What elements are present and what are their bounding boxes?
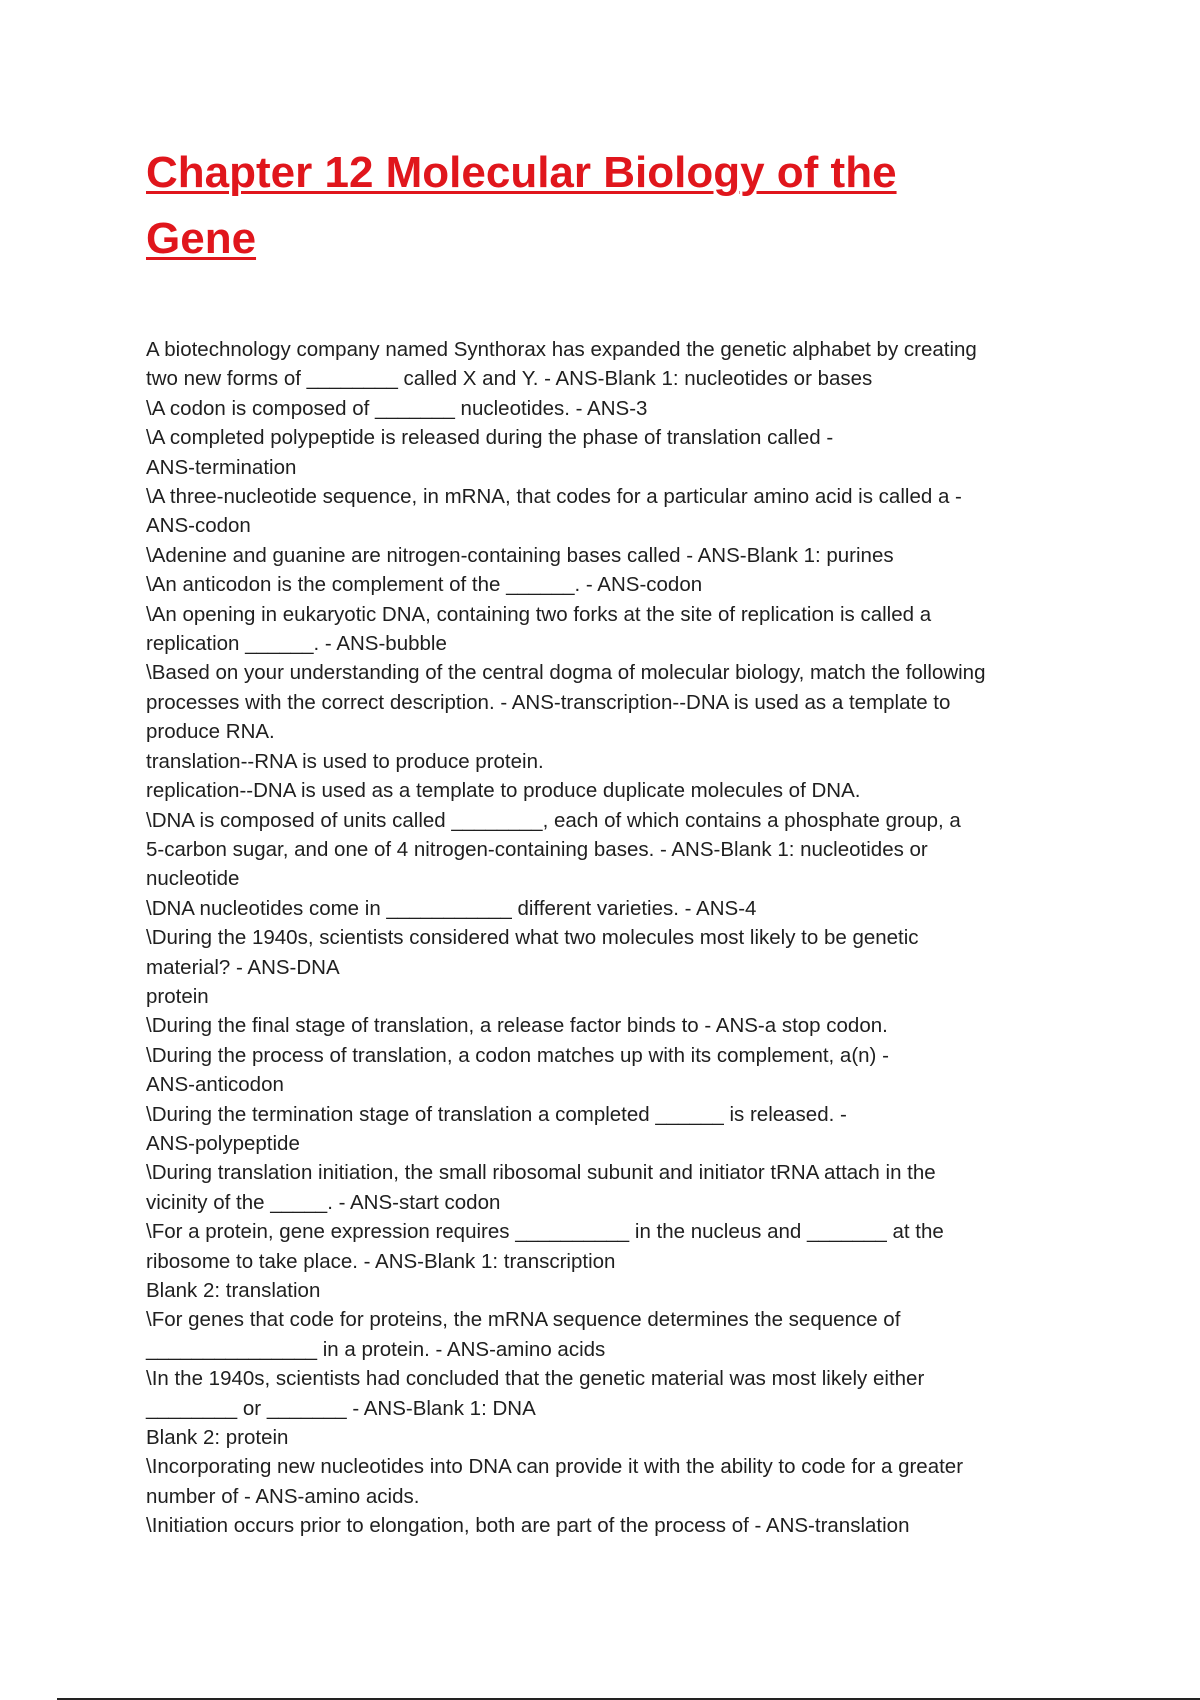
text-line: \For genes that code for proteins, the mRNA sequence determines the sequence of bbox=[146, 1308, 901, 1332]
text-line: \Initiation occurs prior to elongation, both are part of the process of - ANS-translation bbox=[146, 1514, 910, 1538]
text-line: \An opening in eukaryotic DNA, containing two forks at the site of replication is called a bbox=[146, 602, 932, 626]
title-line-2: Gene bbox=[146, 214, 257, 263]
text-line: processes with the correct description. - ANS-transcription--DNA is used as a template to bbox=[146, 690, 951, 714]
text-line: \During the process of translation, a codon matches up with its complement, a(n) - bbox=[146, 1043, 889, 1067]
title-line-1: Chapter 12 Molecular Biology of the bbox=[146, 148, 897, 197]
document-body bbox=[146, 335, 1076, 1541]
text-line: nucleotide bbox=[146, 867, 240, 891]
text-line: \A three-nucleotide sequence, in mRNA, that codes for a particular amino acid is called a - bbox=[146, 485, 962, 509]
text-line: \An anticodon is the complement of the ______. - ANS-codon bbox=[146, 573, 703, 597]
text-line: material? - ANS-DNA bbox=[146, 955, 340, 979]
text-line: two new forms of ________ called X and Y. - ANS-Blank 1: nucleotides or bases bbox=[146, 367, 873, 391]
text-line: \Based on your understanding of the central dogma of molecular biology, match the following bbox=[146, 661, 986, 685]
text-line: \During the final stage of translation, a release factor binds to - ANS-a stop codon. bbox=[146, 1014, 888, 1038]
text-line: \Adenine and guanine are nitrogen-containing bases called - ANS-Blank 1: purines bbox=[146, 543, 894, 567]
text-line: ribosome to take place. - ANS-Blank 1: transcription bbox=[146, 1249, 616, 1273]
text-line: A biotechnology company named Synthorax has expanded the genetic alphabet by creating bbox=[146, 338, 977, 361]
text-line: \Incorporating new nucleotides into DNA can provide it with the ability to code for a greater bbox=[146, 1455, 964, 1479]
text-line: 5-carbon sugar, and one of 4 nitrogen-containing bases. - ANS-Blank 1: nucleotides or bbox=[146, 837, 928, 861]
text-line: ANS-polypeptide bbox=[146, 1131, 300, 1155]
text-line: \DNA is composed of units called ________, each of which contains a phosphate group, a bbox=[146, 808, 961, 832]
text-line: \DNA nucleotides come in ___________ different varieties. - ANS-4 bbox=[146, 896, 757, 920]
text-line: ANS-codon bbox=[146, 514, 251, 538]
text-line: produce RNA. bbox=[146, 720, 275, 744]
text-line: \For a protein, gene expression requires __________ in the nucleus and _______ at the bbox=[146, 1220, 944, 1244]
text-line: \A completed polypeptide is released during the phase of translation called - bbox=[146, 426, 834, 450]
text-line: replication--DNA is used as a template to produce duplicate molecules of DNA. bbox=[146, 779, 861, 803]
text-line: \During the 1940s, scientists considered what two molecules most likely to be genetic bbox=[146, 926, 919, 950]
text-line: ANS-anticodon bbox=[146, 1073, 284, 1097]
text-line: \During translation initiation, the small ribosomal subunit and initiator tRNA attach in the bbox=[146, 1161, 936, 1185]
text-line: protein bbox=[146, 984, 209, 1008]
text-line: Blank 2: protein bbox=[146, 1426, 289, 1450]
page-title bbox=[146, 140, 1046, 272]
text-line: ANS-termination bbox=[146, 455, 297, 479]
text-line: replication ______. - ANS-bubble bbox=[146, 632, 447, 656]
text-line: \During the termination stage of translation a completed ______ is released. - bbox=[146, 1102, 847, 1126]
text-line: translation--RNA is used to produce protein. bbox=[146, 749, 544, 773]
text-line: Blank 2: translation bbox=[146, 1279, 321, 1302]
text-line: ________ or _______ - ANS-Blank 1: DNA bbox=[146, 1396, 536, 1420]
text-line: number of - ANS-amino acids. bbox=[146, 1484, 420, 1508]
text-line: \In the 1940s, scientists had concluded that the genetic material was most likely either bbox=[146, 1367, 925, 1391]
text-line: _______________ in a protein. - ANS-amino acids bbox=[146, 1337, 606, 1361]
text-line: \A codon is composed of _______ nucleotides. - ANS-3 bbox=[146, 396, 648, 420]
text-line: vicinity of the _____. - ANS-start codon bbox=[146, 1190, 501, 1214]
